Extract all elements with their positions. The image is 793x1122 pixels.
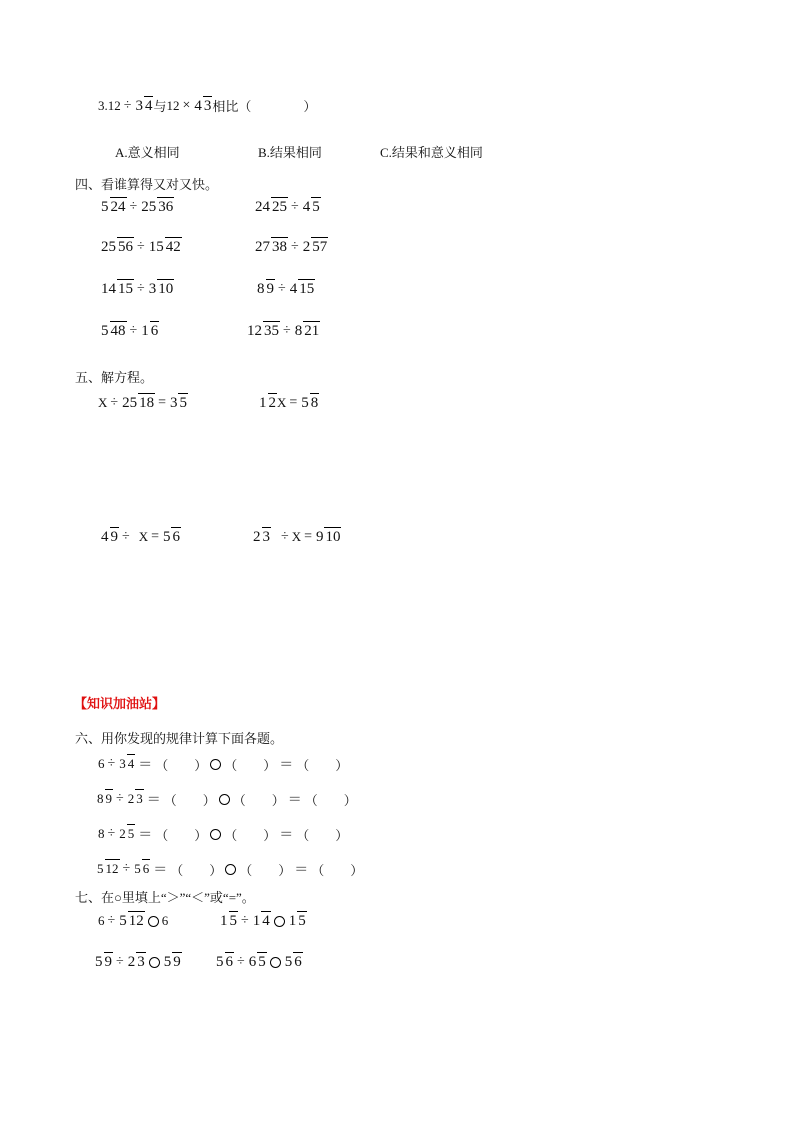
answer-blank: （ ） bbox=[163, 792, 216, 808]
comparison-item bbox=[215, 953, 303, 971]
fraction: 4 15 bbox=[289, 281, 315, 297]
fraction: 5 12 bbox=[119, 913, 144, 929]
answer-blank: （ ） bbox=[170, 862, 223, 878]
answer-blank: （ ） bbox=[304, 792, 357, 808]
equals-sign: ＝ bbox=[294, 863, 309, 878]
equals-sign: ＝ bbox=[146, 793, 161, 808]
divide-sign: ÷ bbox=[107, 826, 116, 841]
divide-sign: ÷ bbox=[122, 861, 131, 876]
equals-sign: = bbox=[158, 395, 166, 410]
division-item bbox=[100, 198, 174, 216]
divide-sign: ÷ bbox=[116, 954, 124, 969]
pattern-row bbox=[98, 754, 348, 774]
option-b: B.结果相同 bbox=[258, 145, 322, 160]
divide-sign: ÷ bbox=[123, 97, 132, 113]
pattern-row bbox=[96, 859, 363, 879]
fraction: 5 9 bbox=[95, 954, 112, 970]
knowledge-station-heading: 【知识加油站】 bbox=[74, 697, 166, 712]
divide-sign: ÷ bbox=[129, 199, 138, 214]
variable-x: X bbox=[138, 529, 149, 544]
fraction: 24 25 bbox=[255, 199, 287, 215]
section-7-title: 七、在○里填上“＞”“＜”或“=”。 bbox=[75, 890, 255, 905]
circle-blank-icon bbox=[210, 829, 221, 840]
divide-sign: ÷ bbox=[281, 529, 289, 544]
question-number: 3. bbox=[98, 97, 108, 113]
division-item bbox=[100, 322, 159, 340]
divide-sign: ÷ bbox=[278, 281, 286, 296]
fraction: 1 4 bbox=[252, 913, 270, 929]
equation bbox=[258, 394, 319, 412]
equals-sign: ＝ bbox=[153, 863, 168, 878]
answer-blank: （ ） bbox=[224, 757, 277, 773]
fraction: 5 12 bbox=[97, 861, 119, 876]
fraction: 25 36 bbox=[141, 199, 174, 215]
division-item bbox=[100, 280, 174, 298]
equals-sign: = bbox=[151, 529, 159, 544]
divide-sign: ÷ bbox=[116, 791, 124, 806]
equals-sign: ＝ bbox=[279, 758, 294, 773]
answer-blank: （ ） bbox=[155, 757, 208, 773]
fraction: 1 5 bbox=[288, 913, 306, 929]
fraction: 4 5 bbox=[302, 199, 320, 215]
fraction: 27 38 bbox=[255, 239, 287, 255]
question-3 bbox=[98, 96, 316, 115]
section-5-title: 五、解方程。 bbox=[75, 370, 154, 385]
answer-blank: （ ） bbox=[239, 862, 292, 878]
circle-blank-icon bbox=[149, 957, 160, 968]
section-6-title: 六、用你发现的规律计算下面各题。 bbox=[75, 731, 284, 746]
fraction: 5 9 bbox=[163, 954, 181, 970]
divide-sign: ÷ bbox=[291, 199, 299, 214]
fraction: 8 21 bbox=[294, 323, 320, 339]
variable-x: X bbox=[291, 529, 302, 544]
comparison-item bbox=[98, 912, 168, 930]
multiply-sign: × bbox=[182, 97, 191, 113]
fraction: 6 5 bbox=[248, 954, 266, 970]
fraction: 9 10 bbox=[315, 529, 341, 545]
fraction: 2 5 bbox=[119, 826, 135, 841]
fraction: 5 8 bbox=[301, 395, 319, 411]
divide-sign: ÷ bbox=[291, 239, 299, 254]
fraction: 8 9 bbox=[257, 281, 274, 297]
whole-number: 6 bbox=[98, 756, 105, 771]
fraction: 5 6 bbox=[162, 529, 180, 545]
section-4-title: 四、看谁算得又对又快。 bbox=[75, 177, 219, 192]
fraction: 25 18 bbox=[122, 395, 155, 411]
division-item bbox=[246, 322, 320, 340]
fraction: 5 6 bbox=[134, 861, 150, 876]
answer-blank: （ ） bbox=[232, 792, 285, 808]
option-c: C.结果和意义相同 bbox=[380, 145, 483, 160]
pattern-row bbox=[96, 789, 357, 809]
fraction: 4 9 bbox=[101, 529, 118, 545]
answer-blank: （ ） bbox=[311, 862, 364, 878]
divide-sign: ÷ bbox=[122, 529, 130, 544]
divide-sign: ÷ bbox=[137, 281, 145, 296]
fraction: 1 6 bbox=[141, 323, 159, 339]
fraction: 3 4 bbox=[119, 756, 135, 771]
connector-text: 与 bbox=[153, 99, 167, 114]
fraction: 3 10 bbox=[148, 281, 174, 297]
fraction: 3 5 bbox=[169, 395, 187, 411]
equals-sign: = bbox=[304, 529, 312, 544]
circle-blank-icon bbox=[270, 957, 281, 968]
fraction: 5 48 bbox=[101, 323, 126, 339]
equals-sign: ＝ bbox=[138, 758, 153, 773]
fraction: 5 6 bbox=[284, 954, 302, 970]
fraction: 5 6 bbox=[216, 954, 233, 970]
answer-blank: （ ） bbox=[224, 827, 277, 843]
fraction: 1 5 bbox=[220, 913, 237, 929]
whole-number: 8 bbox=[98, 826, 105, 841]
variable-x: X bbox=[98, 395, 108, 410]
circle-blank-icon bbox=[148, 916, 159, 927]
fraction: 3 4 bbox=[135, 97, 153, 114]
whole-number: 12 bbox=[166, 97, 180, 113]
whole-number: 6 bbox=[98, 913, 105, 928]
divide-sign: ÷ bbox=[107, 913, 116, 928]
answer-blank: （ ） bbox=[296, 757, 349, 773]
fraction: 2 3 bbox=[127, 791, 143, 806]
circle-blank-icon bbox=[210, 759, 221, 770]
divide-sign: ÷ bbox=[241, 913, 249, 928]
fraction: 4 3 bbox=[194, 97, 212, 114]
pattern-row bbox=[98, 824, 348, 844]
circle-blank-icon bbox=[274, 916, 285, 927]
fraction: 1 2 bbox=[259, 395, 276, 411]
divide-sign: ÷ bbox=[237, 954, 245, 969]
equation bbox=[100, 528, 181, 546]
equation bbox=[98, 394, 188, 412]
circle-blank-icon bbox=[225, 864, 236, 875]
division-item bbox=[254, 198, 321, 216]
fraction: 2 3 bbox=[253, 529, 270, 545]
fraction: 5 24 bbox=[101, 199, 126, 215]
comparison-item bbox=[94, 953, 182, 971]
fraction: 15 42 bbox=[148, 239, 181, 255]
fraction: 2 57 bbox=[302, 239, 328, 255]
fraction: 25 56 bbox=[101, 239, 133, 255]
variable-x: X bbox=[277, 395, 287, 410]
division-item bbox=[100, 238, 182, 256]
circle-blank-icon bbox=[219, 794, 230, 805]
answer-blank: （ ） bbox=[296, 827, 349, 843]
whole-number: 12 bbox=[107, 97, 121, 113]
option-a: A.意义相同 bbox=[115, 145, 180, 160]
fraction: 8 9 bbox=[97, 791, 112, 806]
divide-sign: ÷ bbox=[283, 323, 291, 338]
equals-sign: ＝ bbox=[287, 793, 302, 808]
divide-sign: ÷ bbox=[110, 395, 119, 410]
comparison-item bbox=[219, 912, 307, 930]
division-item bbox=[256, 280, 315, 298]
answer-blank: 相比（ ） bbox=[212, 99, 317, 114]
equals-sign: = bbox=[289, 395, 298, 410]
answer-blank: （ ） bbox=[155, 827, 208, 843]
divide-sign: ÷ bbox=[107, 756, 116, 771]
equals-sign: ＝ bbox=[138, 828, 153, 843]
fraction: 14 15 bbox=[101, 281, 133, 297]
divide-sign: ÷ bbox=[137, 239, 145, 254]
divide-sign: ÷ bbox=[129, 323, 138, 338]
division-item bbox=[254, 238, 328, 256]
fraction: 2 3 bbox=[127, 954, 145, 970]
fraction: 12 35 bbox=[247, 323, 279, 339]
equals-sign: ＝ bbox=[279, 828, 294, 843]
equation bbox=[252, 528, 341, 546]
whole-number: 6 bbox=[161, 913, 169, 928]
